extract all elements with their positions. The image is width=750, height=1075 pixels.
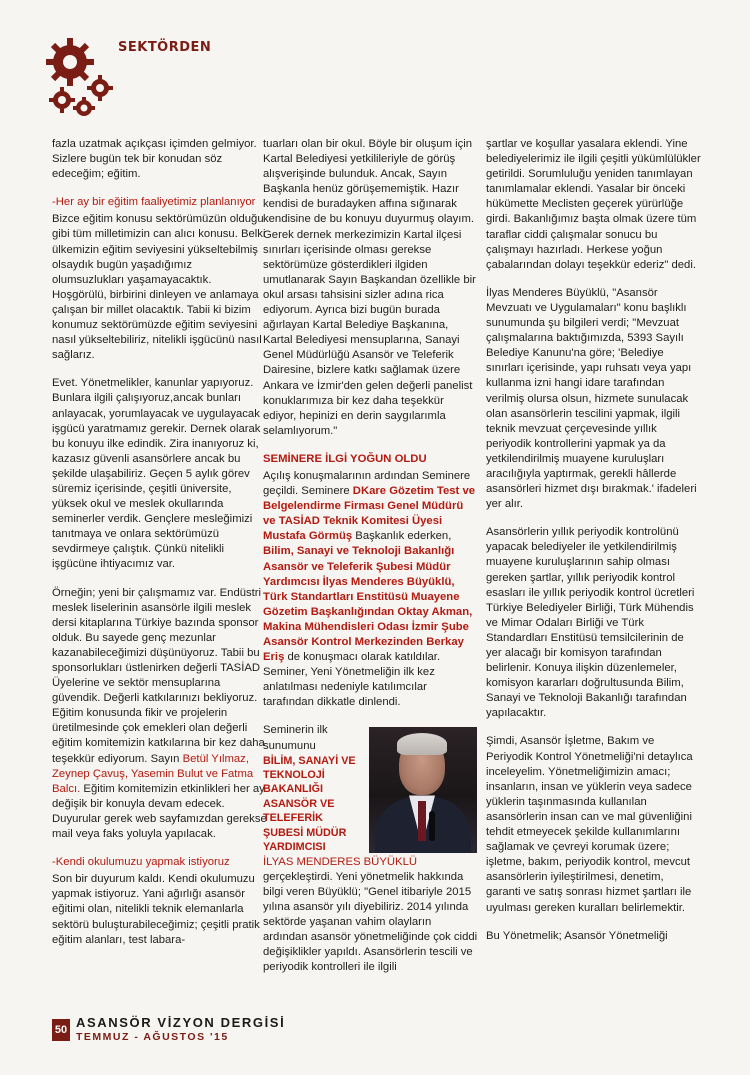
- gears-icon: [40, 30, 120, 120]
- committee-names: Betül Yılmaz, Zeynep Çavuş, Yasemin Bulut ve Fatma Balcı.: [52, 752, 254, 795]
- paragraph: [52, 586, 267, 843]
- subheading: SEMİNERE İLGİ YOĞUN OLDU: [263, 452, 427, 465]
- section-header: [40, 30, 300, 120]
- paragraph: Evet. Yönetmelikler, kanunlar yapıyoruz. Bunlara ilgili çalışıyoruz,ancak bunları anlayacak, yorumlayacak ve uygulayacak işgücü yaratmamız gerekir. Dernek olarak bu konuyu ilke edindik. Zira inanıyoruz ki, kazasız güvenli asansörlere ancak bu şekilde ulaşabiliriz. Geçen 5 aylık görev süremiz içerisinde, çeşitli üniversite, yüksek okul ve meslek okullarında seminerler verdik. Gençlere mesleğimizi tanıtmaya ve onlara sektörümüzü sevdirmeye çalıştık. Çünkü nitelikli işgücüne ihtiyacımız var.: [52, 377, 261, 571]
- text-run: Açılış konuşmalarının ardından Seminere geçildi. Seminere: [263, 469, 471, 498]
- photo-tie-shape: [418, 801, 426, 841]
- subheading: -Kendi okulumuzu yapmak istiyoruz: [52, 856, 230, 869]
- paragraph: Asansörlerin yıllık periyodik kontrolünü yapacak belediyeler ile yetkilendirilmiş muayene kuruluşlarının sahip olması gereken şartlar, yıllık periyodik kontrol esasları ile yıllık periyodik kontrol ücretleri Türkiye Belediyeler Birliği, Türk Mühendis ve Mimar Odaları Birliği ve Türk Standardları Enstitüsü temsilcilerinin de yer alacağı bir komisyon tarafından belirlenir. Konuya ilişkin düzenlemeler, komisyon kararları doğrultusunda Bilim, Sanayi ve Teknoloji Bakanlığı tarafından yapılacaktır.: [486, 526, 695, 720]
- paragraph: şartlar ve koşullar yasalara eklendi. Yine belediyelerimiz ile ilgili çeşitli yükümlülükler getirildi. Sorumluluğu yeniden tanımlayan tanımlamalar eklendi. Yasalar bir önceki hükümette Meclisten geçerek yürürlüğe girdi. Bakanlığımız başta olmak üzere tüm taraflar ciddi çalışmalar sonucu bu çalışmayı hazırladı. Herkese yoğun çabalarından dolayı teşekkür ederiz" dedi.: [486, 138, 701, 271]
- highlight-names: Bilim, Sanayi ve Teknoloji Bakanlığı Asansör ve Teleferik Şubesi Müdür Yardımcısı İlyas Menderes Büyüklü, Türk Standartları Enstitüsü Muayene Gözetim Başkanlığından Oktay Akman, Makina Mühendisleri Odası İzmir Şube Asansör Kontrol Merkezinden Berkay Eriş: [263, 545, 473, 664]
- photo-hair-shape: [397, 733, 447, 755]
- paragraph: Şimdi, Asansör İşletme, Bakım ve Periyodik Kontrol Yönetmeliği'ni detaylıca inceleyelim. Yönetmeliğimizin amacı; insanların, insan ve yüklerin veya sadece yüklerin taşınmasında kullanılan asansörlerin insan can ve mal güvenliğini tehdit etmeyecek şekilde kullanımlarını sağlamak ve çevreyi korumak üzere; işletme, bakım, periyodik kontrol, mevcut asansörlerin iyileştirilmesi, denetim, garanti ve satış sonrası hizmet şartları ile uyulması gereken kuralları belirlemektir.: [486, 735, 693, 914]
- paragraph: fazla uzatmak açıkçası içimden gelmiyor. Sizlere bugün tek bir konudan söz edeceğim; eğitim.: [52, 138, 257, 181]
- microphone-icon: [429, 811, 435, 841]
- article-column-2: [263, 137, 478, 1007]
- paragraph: [263, 469, 478, 711]
- text-run: gerçekleştirdi. Yeni yönetmelik hakkında bilgi veren Büyüklü; "Genel itibariyle 2015 yılına asansör yılı diyebiliriz. 2014 yılında sektörde yaşanan vahim olayların ardından asansör yönetmeliğinde çok ciddi değişiklikler yapıldı. Asansörlerin tescili ve periyodik kontrolleri ile ilgili: [263, 870, 478, 974]
- text-run: Örneğin; yeni bir çalışmamız var. Endüstri meslek liselerinin asansörle ilgili meslek dersi kitaplarına Türkiye bazında sponsor olduk. Bu sayede genç mezunlar kazanabileceğimizi düşünüyoruz. Tabii bu sponsorlukları üstlenirken değerli TASİAD Üyelerine ve sektör mensuplarına güvendik. Değerli katkılarınızı bekliyoruz. Eğitim konusunda fikir ve projelerin üretilmesinde çok emekleri olan değerli eğitim komitemizin katkılarına bir kez daha teşekkür ediyorum. Sayın: [52, 586, 265, 765]
- paragraph: [263, 855, 478, 976]
- speaker-photo-block: [263, 723, 478, 854]
- photo-intro: Seminerin ilk sunumunu: [263, 724, 328, 752]
- paragraph: Bizce eğitim konusu sektörümüzün olduğu gibi tüm milletimizin can alıcı konusu. Belki ülkemizin eğitim seviyesini yükseltebilmiş olsaydık bugün yaşadığımız olumsuzlukları yaşamayacaktık. Hoşgörülü, birbirini dinleyen ve anlamaya çalışan bir millet olacaktık. Tabii ki bizim konumuz sektörümüzde eğitim seviyesini nasıl yükseltebiliriz, nitelikli işgücünü nasıl sağlarız.: [52, 213, 266, 362]
- text-run: Başkanlık ederken,: [352, 530, 452, 543]
- paragraph: İlyas Menderes Büyüklü, "Asansör Mevzuatı ve Uygulamaları" konu başlıklı sunumunda şu bilgileri verdi; "Mevzuat çalışmalarına baktığımızda, 5393 Sayılı Belediye Kanunu'na göre; 'Belediye sınırları içerisinde, yapı ruhsatı veya yapı kullanma izni hangi idare tarafından verilmiş olursa olsun, hizmete sunulacak olan asansörlerin tescilini yapmak, ilgili teknik mevzuat çerçevesinde yıllık periyodik kontrollerini yapmak ya da yetkilendirilmiş muayene kuruluşları aracılığıyla yaptırmak, gerekli hâllerde asansörleri hizmet dışı bırakmak.' ifadeleri yer alır.: [486, 286, 697, 511]
- paragraph: Son bir duyurum kaldı. Kendi okulumuzu yapmak istiyoruz. Yani ağırlığı asansör eğitimi olan, nitelikli teknik elemanlarla sektörü buluşturabileceğimiz; çeşitli pratik eğitim alanları, test labara-: [52, 873, 260, 946]
- section-title: SEKTÖRDEN: [118, 40, 212, 55]
- speaker-photo: [369, 727, 477, 853]
- paragraph: tuarları olan bir okul. Böyle bir oluşum için Kartal Belediyesi yetkilileriyle de görüş alışverişinde bulunduk. Ancak, Sayın Başkanla henüz görüşememiştik. Hazır kendisi de buradayken affına sığınarak kendisine de bu konuyu duyurmuş olayım. Gerek dernek merkezimizin Kartal ilçesi sınırları içerisinde olması gerekse sektörümüze gösterdikleri ilgiden umutlanarak Sayın Başkandan özellikle bir okul arsası tahsisini sizler adına rica ediyorum. Ayrıca bizi bugün burada ağırlayan Kartal Belediye Başkanına, Kartal Belediyesi mensuplarına, Sanayi Genel Müdürlüğü Asansör ve Teleferik Dairesine, bizlere katkı sağlamak üzere Ankara ve İzmir'den gelen değerli panelist konuklarımıza bir kez daha teşekkür ediyor, hepinizi en derin saygılarımla selamlıyorum.": [263, 138, 476, 437]
- magazine-title: ASANSÖR VİZYON DERGİSİ: [76, 1015, 286, 1030]
- paragraph: Bu Yönetmelik; Asansör Yönetmeliği: [486, 929, 668, 942]
- magazine-issue: TEMMUZ - AĞUSTOS '15: [76, 1031, 229, 1043]
- page-number: 50: [52, 1019, 70, 1041]
- photo-caption-block: [263, 723, 363, 854]
- highlight-name: DKare Gözetim Test ve Belgelendirme Firması Genel Müdürü ve TASİAD Teknik Komitesi Üyesi Mustafa Görmüş: [263, 485, 476, 543]
- text-run: de konuşmacı olarak katıldılar. Seminer, Yeni Yönetmeliğin ilk kez anlatılması nedeniyle katılımcılar tarafından dikkatle dinlendi.: [263, 651, 441, 709]
- article-column-3: [486, 137, 701, 1007]
- subheading: -Her ay bir eğitim faaliyetimiz planlanıyor: [52, 196, 256, 209]
- text-run: Eğitim komitemizin etkinlikleri her ay değişik bir konuyla devam edecek. Duyurular gerek web sayfamızdan gerekse mail veya faks yoluyla yapılacak.: [52, 782, 267, 841]
- speaker-name: İLYAS MENDERES BÜYÜKLÜ: [263, 855, 418, 868]
- photo-caption: BİLİM, SANAYİ VE TEKNOLOJİ BAKANLIĞI ASANSÖR VE TELEFERİK ŞUBESİ MÜDÜR YARDIMCISI: [263, 754, 356, 854]
- article-column-1: [52, 137, 267, 1007]
- page-footer: [52, 1011, 312, 1051]
